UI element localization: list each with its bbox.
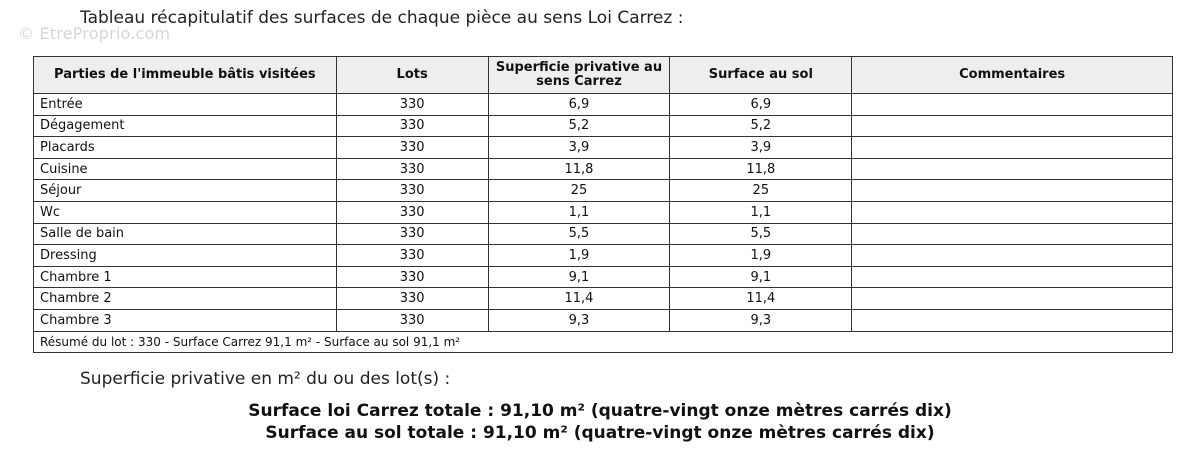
cell-commentaire — [852, 288, 1173, 310]
cell-carrez: 1,9 — [488, 245, 670, 267]
cell-lot: 330 — [336, 201, 488, 223]
table-row — [34, 245, 1173, 267]
cell-carrez: 25 — [488, 180, 670, 202]
table-row — [34, 94, 1173, 116]
surface-table — [33, 56, 1173, 353]
cell-lot: 330 — [336, 266, 488, 288]
cell-lot: 330 — [336, 94, 488, 116]
table-row — [34, 223, 1173, 245]
cell-lot: 330 — [336, 137, 488, 159]
cell-sol: 3,9 — [670, 137, 852, 159]
cell-piece: Chambre 1 — [34, 266, 337, 288]
cell-lot: 330 — [336, 115, 488, 137]
cell-carrez: 5,5 — [488, 223, 670, 245]
cell-sol: 9,1 — [670, 266, 852, 288]
cell-lot: 330 — [336, 158, 488, 180]
cell-carrez: 9,1 — [488, 266, 670, 288]
cell-carrez: 6,9 — [488, 94, 670, 116]
total-carrez: Surface loi Carrez totale : 91,10 m² (quatre-vingt onze mètres carrés dix) — [248, 401, 952, 421]
table-row — [34, 115, 1173, 137]
table-row — [34, 288, 1173, 310]
cell-piece: Salle de bain — [34, 223, 337, 245]
cell-piece: Chambre 2 — [34, 288, 337, 310]
cell-lot: 330 — [336, 223, 488, 245]
cell-carrez: 1,1 — [488, 201, 670, 223]
cell-piece: Dégagement — [34, 115, 337, 137]
table-header-row — [34, 57, 1173, 94]
header-lots: Lots — [336, 57, 488, 94]
cell-sol: 1,9 — [670, 245, 852, 267]
cell-piece: Wc — [34, 201, 337, 223]
cell-commentaire — [852, 115, 1173, 137]
cell-carrez: 5,2 — [488, 115, 670, 137]
cell-piece: Chambre 3 — [34, 309, 337, 331]
table-row — [34, 309, 1173, 331]
cell-lot: 330 — [336, 245, 488, 267]
superficie-subtitle: Superficie privative en m² du ou des lot(s) : — [80, 369, 451, 389]
cell-commentaire — [852, 309, 1173, 331]
cell-sol: 6,9 — [670, 94, 852, 116]
cell-piece: Placards — [34, 137, 337, 159]
cell-commentaire — [852, 266, 1173, 288]
summary-row — [34, 331, 1173, 353]
cell-commentaire — [852, 94, 1173, 116]
cell-lot: 330 — [336, 180, 488, 202]
header-commentaires: Commentaires — [852, 57, 1173, 94]
cell-piece: Séjour — [34, 180, 337, 202]
header-surface-sol: Surface au sol — [670, 57, 852, 94]
lot-summary: Résumé du lot : 330 - Surface Carrez 91,1 m² - Surface au sol 91,1 m² — [34, 331, 1173, 353]
watermark: © EtreProprio.com — [18, 24, 171, 43]
cell-lot: 330 — [336, 288, 488, 310]
cell-commentaire — [852, 158, 1173, 180]
cell-sol: 9,3 — [670, 309, 852, 331]
table-row — [34, 137, 1173, 159]
cell-sol: 11,8 — [670, 158, 852, 180]
page-title: Tableau récapitulatif des surfaces de chaque pièce au sens Loi Carrez : — [80, 8, 684, 28]
cell-sol: 25 — [670, 180, 852, 202]
cell-piece: Cuisine — [34, 158, 337, 180]
table-row — [34, 266, 1173, 288]
table-row — [34, 180, 1173, 202]
cell-sol: 1,1 — [670, 201, 852, 223]
cell-lot: 330 — [336, 309, 488, 331]
cell-commentaire — [852, 245, 1173, 267]
cell-piece: Dressing — [34, 245, 337, 267]
cell-commentaire — [852, 201, 1173, 223]
table-row — [34, 158, 1173, 180]
cell-commentaire — [852, 223, 1173, 245]
header-parties: Parties de l'immeuble bâtis visitées — [34, 57, 337, 94]
cell-sol: 5,2 — [670, 115, 852, 137]
cell-carrez: 9,3 — [488, 309, 670, 331]
cell-sol: 5,5 — [670, 223, 852, 245]
cell-commentaire — [852, 180, 1173, 202]
header-superficie-carrez: Superficie privative au sens Carrez — [488, 57, 670, 94]
cell-carrez: 11,8 — [488, 158, 670, 180]
totals-block — [0, 400, 1200, 444]
total-sol: Surface au sol totale : 91,10 m² (quatre-vingt onze mètres carrés dix) — [265, 423, 935, 443]
cell-carrez: 3,9 — [488, 137, 670, 159]
cell-commentaire — [852, 137, 1173, 159]
cell-sol: 11,4 — [670, 288, 852, 310]
table-row — [34, 201, 1173, 223]
cell-piece: Entrée — [34, 94, 337, 116]
cell-carrez: 11,4 — [488, 288, 670, 310]
